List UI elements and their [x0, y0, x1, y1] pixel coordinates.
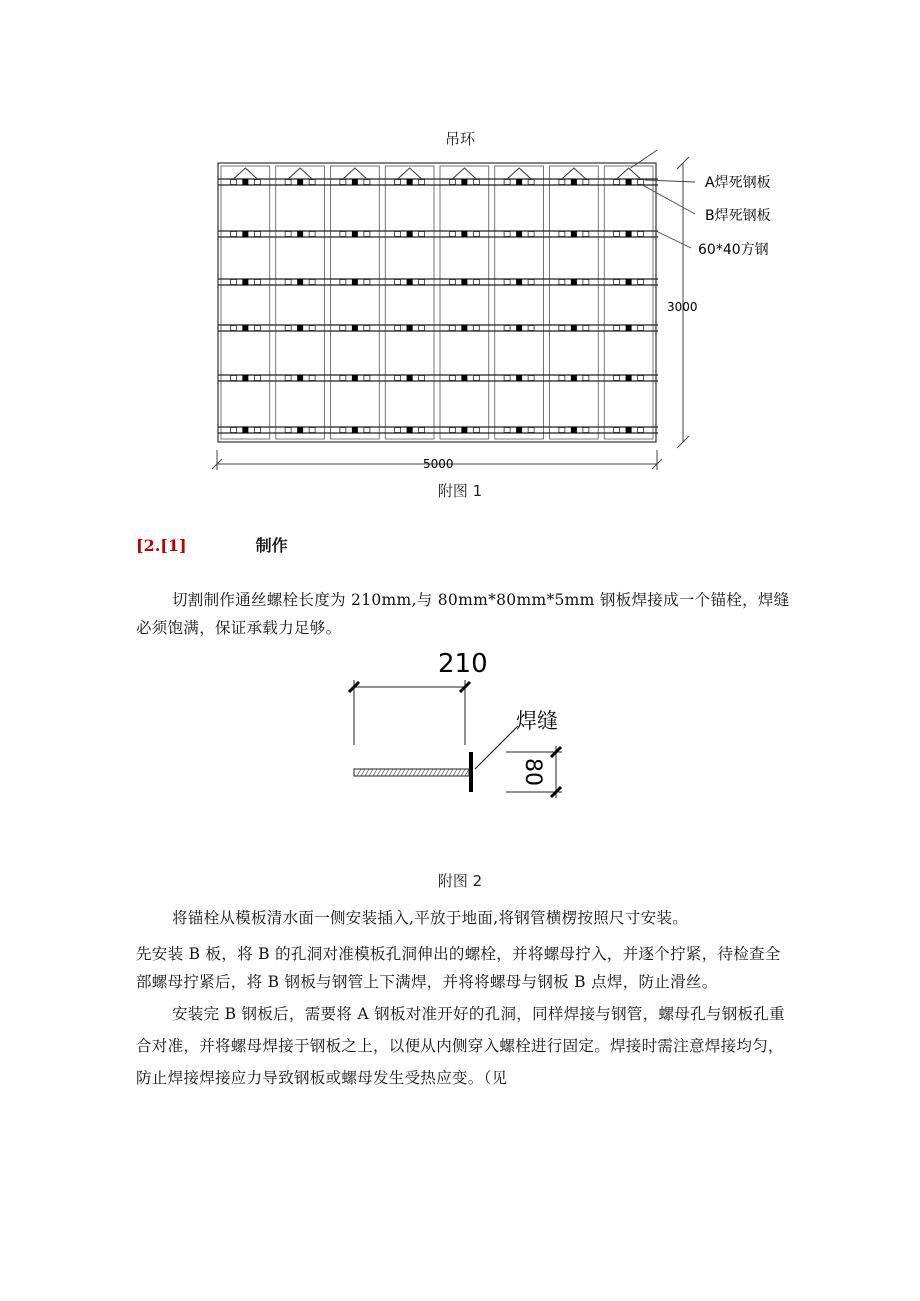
anchor-plate-right: [254, 428, 260, 433]
anchor-plate-left: [340, 280, 346, 285]
anchor-plate-left: [559, 326, 565, 331]
anchor-nut: [352, 179, 358, 185]
anchor-plate-left: [230, 376, 236, 381]
anchor-plate-left: [449, 232, 455, 237]
anchor-nut: [352, 325, 358, 331]
anchor-plate-right: [473, 326, 479, 331]
anchor-nut: [516, 231, 522, 237]
legend-square-steel: 60*40方钢: [698, 242, 769, 258]
anchor-plate-right: [364, 326, 370, 331]
formwork-panel: [495, 166, 544, 439]
width-dim-value: 5000: [423, 457, 454, 471]
formwork-panel: [221, 166, 270, 439]
anchor-plate-right: [583, 376, 589, 381]
anchor-nut: [571, 279, 577, 285]
anchor-plate-left: [285, 376, 291, 381]
anchor-nut: [626, 427, 632, 433]
lifting-rings: [233, 168, 640, 179]
anchor-nut: [352, 231, 358, 237]
anchor-plate-left: [559, 232, 565, 237]
anchor-nut: [242, 231, 248, 237]
anchor-plate-right: [309, 326, 315, 331]
anchor-plate-right: [473, 280, 479, 285]
anchor-nut: [352, 375, 358, 381]
anchor-plate-right: [638, 428, 644, 433]
anchor-plate-right: [309, 180, 315, 185]
paragraph-1: 切割制作通丝螺栓长度为 210mm,与 80mm*80mm*5mm 钢板焊接成一个锚栓，焊缝必须饱满，保证承载力足够。: [136, 591, 790, 637]
anchor-plate-left: [340, 376, 346, 381]
anchor-nut: [407, 231, 413, 237]
anchor-plate-left: [285, 180, 291, 185]
anchor-nut: [516, 325, 522, 331]
anchor-plate-right: [254, 232, 260, 237]
width-dimension: [212, 450, 662, 471]
anchor-plate-left: [395, 280, 401, 285]
weld-label: 焊缝: [516, 709, 558, 733]
anchor-plate-right: [473, 376, 479, 381]
anchor-plate-right: [583, 428, 589, 433]
formwork-panel: [276, 166, 325, 439]
anchor-nut: [407, 179, 413, 185]
anchor-plate-right: [419, 326, 425, 331]
anchor-plate-right: [364, 280, 370, 285]
anchor-nut: [242, 279, 248, 285]
anchor-nut: [626, 325, 632, 331]
anchor-plate-left: [340, 180, 346, 185]
lifting-ring: [562, 168, 586, 179]
leader-top-label: [631, 150, 687, 168]
anchor-plate-left: [449, 280, 455, 285]
lifting-ring: [343, 168, 367, 179]
anchor-plate-left: [230, 280, 236, 285]
anchor-plate-left: [614, 428, 620, 433]
anchor-plate-right: [528, 180, 534, 185]
anchor-plate-left: [504, 280, 510, 285]
anchor-plate-left: [614, 280, 620, 285]
anchor-plate-left: [395, 428, 401, 433]
anchor-nut: [626, 279, 632, 285]
anchor-plate-left: [449, 428, 455, 433]
anchor-plate-left: [559, 376, 565, 381]
section-title: 制作: [255, 536, 288, 555]
anchor-plate-right: [419, 180, 425, 185]
anchor-plate-left: [340, 326, 346, 331]
anchor-plate-left: [395, 376, 401, 381]
anchor-plate-left: [504, 326, 510, 331]
anchor-plate-left: [449, 326, 455, 331]
anchor-nut: [626, 231, 632, 237]
anchor-nut: [461, 279, 467, 285]
anchor-plate-right: [254, 376, 260, 381]
anchor-nut: [297, 325, 303, 331]
anchor-plate-right: [419, 428, 425, 433]
anchor-plate-left: [395, 232, 401, 237]
anchor-plate-left: [504, 428, 510, 433]
anchor-plate-right: [309, 376, 315, 381]
anchor-nut: [461, 375, 467, 381]
anchor-plate-left: [230, 428, 236, 433]
anchor-nut: [297, 231, 303, 237]
anchor-nut: [407, 325, 413, 331]
lifting-ring: [452, 168, 476, 179]
anchor-plate-left: [449, 376, 455, 381]
anchor-plate-left: [285, 280, 291, 285]
anchor-plate-left: [230, 180, 236, 185]
anchor-nut: [516, 279, 522, 285]
anchor-plate-right: [364, 376, 370, 381]
anchor-plate-right: [473, 232, 479, 237]
anchor-nut: [571, 325, 577, 331]
anchor-plate-right: [638, 280, 644, 285]
anchor-nut: [407, 427, 413, 433]
legend-a-plate: A焊死钢板: [705, 175, 771, 191]
anchor-plate-left: [614, 232, 620, 237]
leader-square-steel: [656, 231, 691, 248]
anchor-plate-right: [528, 376, 534, 381]
anchor-plate-left: [614, 376, 620, 381]
anchor-plate-right: [473, 180, 479, 185]
square-steel-rails: [218, 179, 658, 433]
anchor-plate-right: [254, 180, 260, 185]
lifting-ring: [617, 168, 641, 179]
anchor-nut: [242, 427, 248, 433]
anchor-plate-left: [230, 326, 236, 331]
anchor-plate-left: [559, 280, 565, 285]
plate-size-value: 80: [520, 758, 545, 786]
anchor-plate-right: [528, 280, 534, 285]
anchor-nut: [571, 375, 577, 381]
anchor-plate-left: [395, 180, 401, 185]
anchor-nut: [242, 179, 248, 185]
anchor-nut: [461, 325, 467, 331]
anchor-plate-right: [638, 180, 644, 185]
section-number: [2.[1]: [136, 536, 187, 555]
formwork-panel: [440, 166, 489, 439]
anchor-plate-left: [285, 232, 291, 237]
height-dim-value: 3000: [667, 300, 698, 314]
lifting-ring: [233, 168, 257, 179]
anchor-nut: [626, 179, 632, 185]
anchor-nut: [461, 179, 467, 185]
anchor-nut: [407, 279, 413, 285]
anchor-plate-right: [473, 428, 479, 433]
anchor-nut: [297, 279, 303, 285]
formwork-panel: [604, 166, 653, 439]
anchor-nut: [516, 375, 522, 381]
anchor-plate-right: [309, 280, 315, 285]
figure1-top-label: 吊环: [444, 130, 475, 148]
anchor-plate-left: [614, 180, 620, 185]
anchor-nut: [571, 179, 577, 185]
anchor-plate-left: [559, 428, 565, 433]
leader-b-plate: [641, 184, 695, 214]
anchor-plate-right: [309, 232, 315, 237]
anchor-plate-right: [638, 326, 644, 331]
anchor-plate-right: [638, 376, 644, 381]
anchor-plate-left: [449, 180, 455, 185]
anchor-plate-right: [364, 232, 370, 237]
anchor-plate-left: [230, 232, 236, 237]
bolt-length-value: 210: [438, 649, 488, 679]
anchor-plate-right: [528, 428, 534, 433]
figure2-anchor-bolt-diagram: [340, 640, 590, 820]
anchor-plate-right: [583, 326, 589, 331]
anchor-nut: [352, 279, 358, 285]
anchor-plate-left: [559, 180, 565, 185]
lifting-ring: [507, 168, 531, 179]
anchor-nut: [242, 375, 248, 381]
anchor-plate-right: [583, 180, 589, 185]
anchor-nut: [297, 179, 303, 185]
paragraph-3: 先安装 B 板，将 B 的孔洞对准模板孔洞伸出的螺栓，并将螺母拧入，并逐个拧紧，待检查全部螺母拧紧后，将 B 钢板与钢管上下满焊，并将将螺母与钢板 B 点焊，防止滑丝。: [136, 945, 781, 991]
paragraph-4: 安装完 B 钢板后，需要将 A 钢板对准开好的孔洞，同样焊接与钢管，螺母孔与钢板孔重合对准，并将螺母焊接于钢板之上，以便从内侧穿入螺栓进行固定。焊接时需注意焊接均匀，防止焊接焊接应力导致钢板或螺母发生受热应变。（见: [136, 1005, 785, 1087]
formwork-panel: [331, 166, 380, 439]
anchor-plate-right: [419, 376, 425, 381]
figure1-formwork-diagram: [205, 150, 805, 480]
anchor-plate-right: [419, 232, 425, 237]
anchor-plate-left: [504, 180, 510, 185]
anchor-nut: [297, 375, 303, 381]
anchor-nut: [242, 325, 248, 331]
paragraph-2: 将锚栓从模板清水面一侧安装插入,平放于地面,将钢管横楞按照尺寸安装。: [172, 909, 689, 927]
formwork-panel: [385, 166, 434, 439]
anchor-plate-left: [340, 428, 346, 433]
anchor-nut: [571, 427, 577, 433]
anchor-nut: [297, 427, 303, 433]
anchor-plate-left: [504, 232, 510, 237]
figure1-caption: 附图 1: [437, 482, 483, 500]
anchor-plate-left: [340, 232, 346, 237]
anchor-plate-right: [638, 232, 644, 237]
anchor-plate-right: [364, 428, 370, 433]
anchor-plate-left: [285, 428, 291, 433]
anchor-nut: [461, 231, 467, 237]
anchor-plate-right: [254, 326, 260, 331]
anchor-plate-left: [395, 326, 401, 331]
anchor-plate-right: [254, 280, 260, 285]
anchor-nut: [461, 427, 467, 433]
formwork-grid: [218, 163, 656, 442]
anchor-nut: [352, 427, 358, 433]
lifting-ring: [288, 168, 312, 179]
lifting-ring: [398, 168, 422, 179]
anchor-plate-right: [528, 232, 534, 237]
anchor-plate-right: [583, 232, 589, 237]
anchor-plate-right: [528, 326, 534, 331]
figure2-caption: 附图 2: [437, 872, 483, 890]
leader-a-plate: [645, 180, 695, 182]
anchor-nut: [571, 231, 577, 237]
anchor-nut: [407, 375, 413, 381]
anchor-plate-right: [419, 280, 425, 285]
anchor-nut: [516, 427, 522, 433]
formwork-outline: [218, 163, 656, 442]
anchor-nut: [626, 375, 632, 381]
anchor-plate-left: [614, 326, 620, 331]
section-heading: [136, 533, 288, 556]
anchor-nut: [516, 179, 522, 185]
formwork-panel: [550, 166, 599, 439]
anchor-plate-right: [364, 180, 370, 185]
anchor-plate-left: [504, 376, 510, 381]
legend-b-plate: B焊死钢板: [705, 208, 771, 224]
anchor-plate-right: [583, 280, 589, 285]
anchor-plate-right: [309, 428, 315, 433]
anchor-plate-left: [285, 326, 291, 331]
